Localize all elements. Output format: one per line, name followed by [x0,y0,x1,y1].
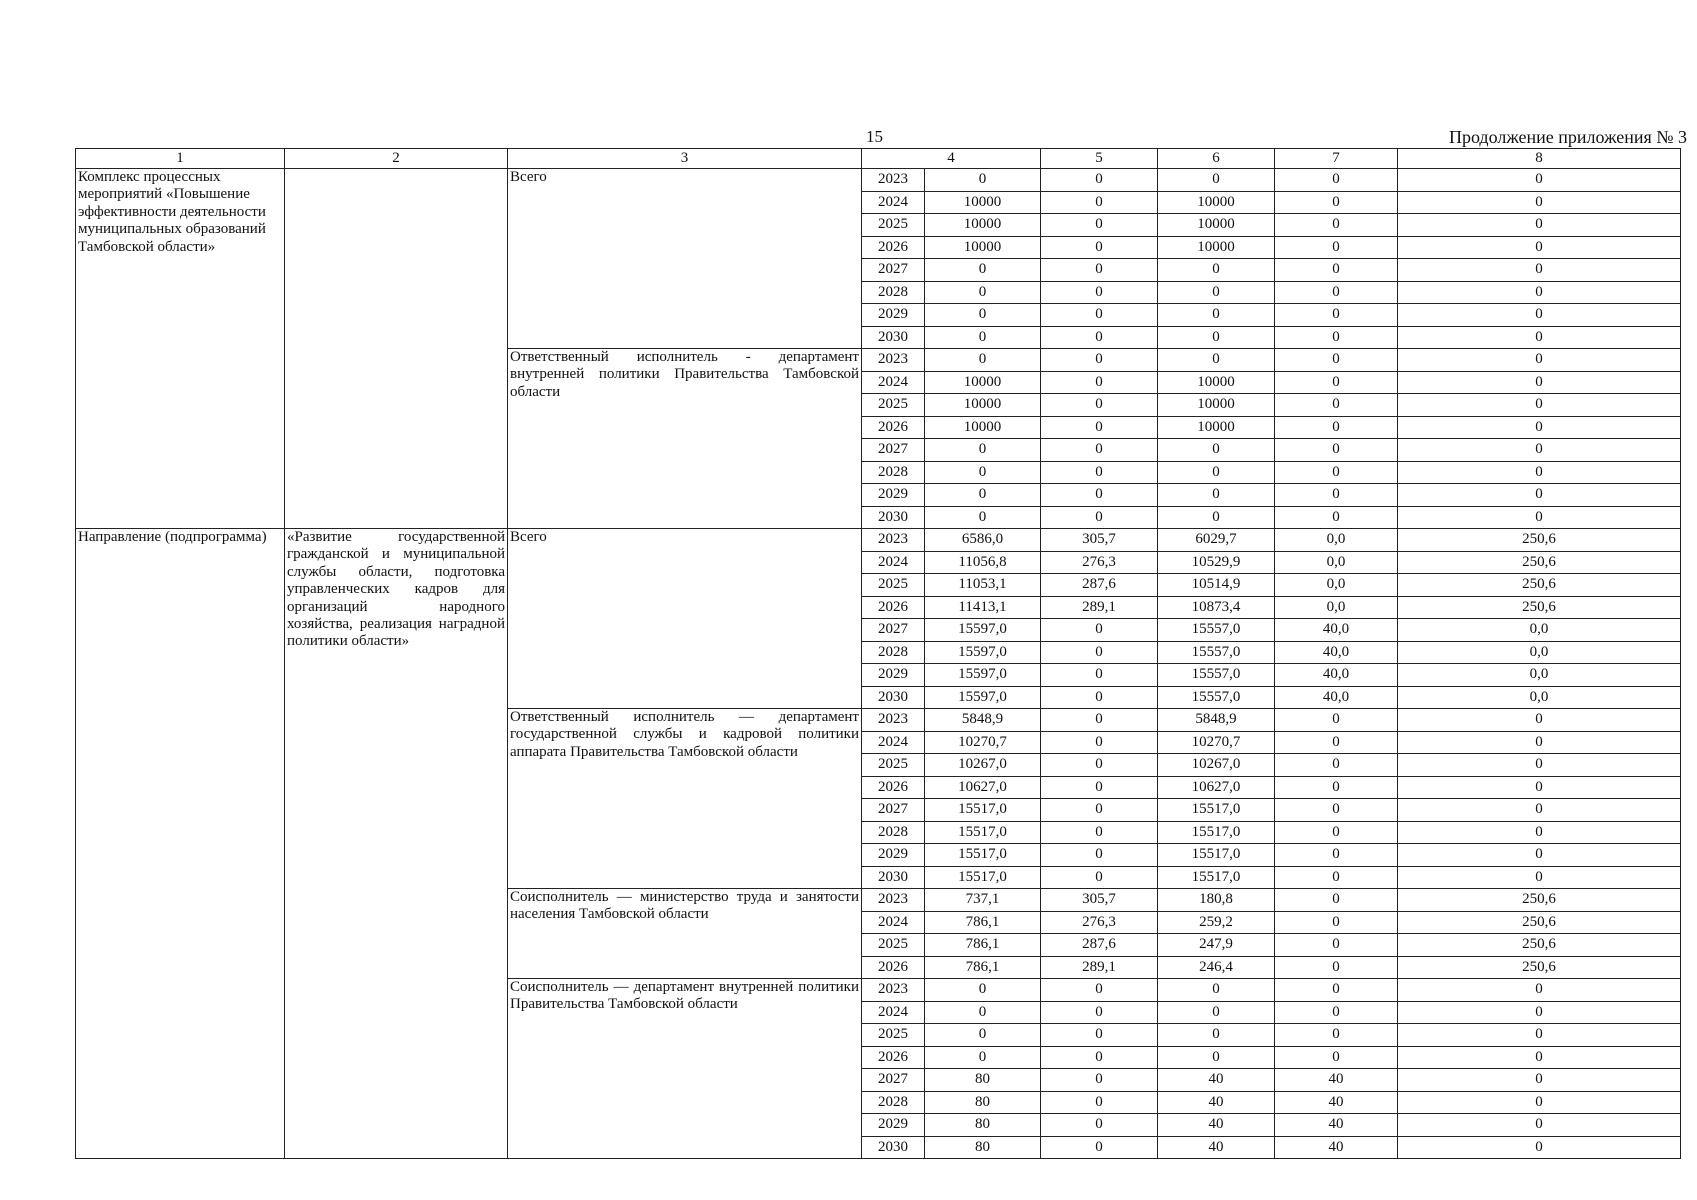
amount-cell: 0 [1275,304,1398,327]
amount-cell: 40,0 [1275,641,1398,664]
amount-cell: 0 [1041,1069,1158,1092]
amount-cell: 0 [1398,304,1681,327]
amount-cell: 0 [1398,281,1681,304]
amount-cell: 0 [1041,371,1158,394]
amount-cell: 0 [1158,326,1275,349]
amount-cell: 0 [1398,349,1681,372]
amount-cell: 40 [1275,1114,1398,1137]
amount-cell: 0 [1041,416,1158,439]
amount-cell: 0 [1275,461,1398,484]
amount-cell: 287,6 [1041,934,1158,957]
amount-cell: 0 [1041,619,1158,642]
executor-label: Ответственный исполнитель — департамент государственной службы и кадровой политики аппарата Правительства Тамбовской области [508,709,862,889]
year-cell: 2024 [862,1001,925,1024]
year-cell: 2023 [862,979,925,1002]
amount-cell: 0 [1398,439,1681,462]
amount-cell: 80 [925,1091,1041,1114]
amount-cell: 15517,0 [925,799,1041,822]
amount-cell: 10267,0 [1158,754,1275,777]
year-cell: 2023 [862,889,925,912]
amount-cell: 0 [1158,461,1275,484]
year-cell: 2026 [862,1046,925,1069]
amount-cell: 10000 [925,191,1041,214]
amount-cell: 0 [1398,754,1681,777]
amount-cell: 0 [1275,821,1398,844]
amount-cell: 0 [1041,821,1158,844]
amount-cell: 0 [1398,371,1681,394]
year-cell: 2030 [862,1136,925,1159]
amount-cell: 786,1 [925,956,1041,979]
amount-cell: 0 [1275,349,1398,372]
amount-cell: 0 [1398,214,1681,237]
amount-cell: 0 [1041,776,1158,799]
amount-cell: 15517,0 [925,866,1041,889]
year-cell: 2025 [862,1024,925,1047]
amount-cell: 0 [1398,236,1681,259]
amount-cell: 0,0 [1275,596,1398,619]
amount-cell: 250,6 [1398,934,1681,957]
year-cell: 2030 [862,686,925,709]
amount-cell: 0 [1398,259,1681,282]
amount-cell: 0 [1398,1001,1681,1024]
amount-cell: 276,3 [1041,551,1158,574]
amount-cell: 10000 [925,416,1041,439]
year-cell: 2030 [862,866,925,889]
amount-cell: 0 [1398,326,1681,349]
amount-cell: 10000 [925,371,1041,394]
amount-cell: 0 [1398,461,1681,484]
year-cell: 2025 [862,934,925,957]
col-header-4: 4 [862,149,1041,169]
amount-cell: 0 [1275,799,1398,822]
amount-cell: 0 [1275,754,1398,777]
amount-cell: 0 [1041,259,1158,282]
amount-cell: 0 [1275,1001,1398,1024]
amount-cell: 10000 [1158,214,1275,237]
col-header-6: 6 [1158,149,1275,169]
amount-cell: 0,0 [1398,686,1681,709]
year-cell: 2023 [862,529,925,552]
amount-cell: 10627,0 [925,776,1041,799]
executor-label: Соисполнитель — министерство труда и занятости населения Тамбовской области [508,889,862,979]
year-cell: 2024 [862,191,925,214]
amount-cell: 40 [1158,1091,1275,1114]
amount-cell: 0 [925,484,1041,507]
year-cell: 2029 [862,1114,925,1137]
amount-cell: 0 [1398,731,1681,754]
amount-cell: 305,7 [1041,889,1158,912]
amount-cell: 0 [925,461,1041,484]
amount-cell: 0 [1398,1136,1681,1159]
year-cell: 2030 [862,506,925,529]
amount-cell: 0 [925,349,1041,372]
amount-cell: 40 [1275,1069,1398,1092]
amount-cell: 10000 [1158,236,1275,259]
amount-cell: 0 [1275,439,1398,462]
amount-cell: 0 [1041,1114,1158,1137]
amount-cell: 0 [1275,191,1398,214]
amount-cell: 0 [1275,956,1398,979]
amount-cell: 289,1 [1041,596,1158,619]
year-cell: 2023 [862,709,925,732]
amount-cell: 250,6 [1398,596,1681,619]
amount-cell: 0 [1275,934,1398,957]
year-cell: 2027 [862,259,925,282]
year-cell: 2025 [862,214,925,237]
amount-cell: 0 [925,326,1041,349]
executor-label: Всего [508,169,862,349]
page-number: 15 [866,127,883,146]
year-cell: 2028 [862,821,925,844]
amount-cell: 0 [1041,326,1158,349]
year-cell: 2023 [862,349,925,372]
amount-cell: 10000 [925,214,1041,237]
amount-cell: 6586,0 [925,529,1041,552]
amount-cell: 0 [1041,169,1158,192]
amount-cell: 0 [1158,259,1275,282]
amount-cell: 250,6 [1398,956,1681,979]
year-cell: 2024 [862,911,925,934]
amount-cell: 11413,1 [925,596,1041,619]
amount-cell: 0 [1275,1046,1398,1069]
table-row [76,169,1681,192]
amount-cell: 0 [1398,799,1681,822]
year-cell: 2029 [862,844,925,867]
amount-cell: 15597,0 [925,664,1041,687]
amount-cell: 0 [1398,866,1681,889]
amount-cell: 0 [1275,236,1398,259]
amount-cell: 250,6 [1398,551,1681,574]
year-cell: 2030 [862,326,925,349]
amount-cell: 0 [1398,776,1681,799]
amount-cell: 0 [1041,1001,1158,1024]
amount-cell: 0 [1275,911,1398,934]
year-cell: 2028 [862,461,925,484]
section-description [285,169,508,529]
amount-cell: 10000 [925,236,1041,259]
executor-label: Ответственный исполнитель - департамент внутренней политики Правительства Тамбовской области [508,349,862,529]
amount-cell: 0 [1275,866,1398,889]
amount-cell: 305,7 [1041,529,1158,552]
amount-cell: 0 [1158,506,1275,529]
amount-cell: 0 [1041,979,1158,1002]
amount-cell: 0 [1041,1024,1158,1047]
amount-cell: 0 [1398,709,1681,732]
year-cell: 2025 [862,754,925,777]
budget-table [75,148,1681,1159]
amount-cell: 0 [1041,641,1158,664]
amount-cell: 0 [1041,191,1158,214]
amount-cell: 0 [1041,754,1158,777]
amount-cell: 0 [1041,439,1158,462]
table-body [76,169,1681,1159]
year-cell: 2027 [862,439,925,462]
amount-cell: 10000 [1158,191,1275,214]
year-cell: 2026 [862,956,925,979]
year-cell: 2024 [862,371,925,394]
amount-cell: 0 [925,169,1041,192]
continuation-label: Продолжение приложения № 3 [1448,127,1687,147]
amount-cell: 80 [925,1069,1041,1092]
amount-cell: 250,6 [1398,911,1681,934]
year-cell: 2027 [862,619,925,642]
amount-cell: 0 [1398,1024,1681,1047]
amount-cell: 80 [925,1114,1041,1137]
amount-cell: 40 [1275,1091,1398,1114]
amount-cell: 0,0 [1398,641,1681,664]
amount-cell: 0 [1158,281,1275,304]
amount-cell: 15557,0 [1158,641,1275,664]
amount-cell: 250,6 [1398,889,1681,912]
amount-cell: 15517,0 [1158,844,1275,867]
amount-cell: 0 [1158,1001,1275,1024]
amount-cell: 5848,9 [1158,709,1275,732]
amount-cell: 0 [1398,506,1681,529]
amount-cell: 0 [1158,349,1275,372]
year-cell: 2026 [862,416,925,439]
year-cell: 2029 [862,484,925,507]
amount-cell: 0 [1275,394,1398,417]
amount-cell: 0 [1158,439,1275,462]
amount-cell: 10000 [1158,394,1275,417]
amount-cell: 0 [1158,304,1275,327]
amount-cell: 0 [1398,416,1681,439]
amount-cell: 15597,0 [925,619,1041,642]
amount-cell: 0 [1158,1024,1275,1047]
amount-cell: 5848,9 [925,709,1041,732]
amount-cell: 0 [925,1046,1041,1069]
amount-cell: 15517,0 [1158,821,1275,844]
year-cell: 2025 [862,574,925,597]
year-cell: 2024 [862,731,925,754]
amount-cell: 0 [1041,866,1158,889]
year-cell: 2029 [862,664,925,687]
amount-cell: 0 [1275,731,1398,754]
amount-cell: 15517,0 [1158,799,1275,822]
amount-cell: 0,0 [1398,664,1681,687]
year-cell: 2026 [862,236,925,259]
amount-cell: 0 [925,304,1041,327]
amount-cell: 0 [1041,664,1158,687]
amount-cell: 786,1 [925,934,1041,957]
col-header-7: 7 [1275,149,1398,169]
amount-cell: 10000 [1158,416,1275,439]
amount-cell: 0 [925,439,1041,462]
amount-cell: 10267,0 [925,754,1041,777]
amount-cell: 0 [1041,484,1158,507]
year-cell: 2026 [862,776,925,799]
amount-cell: 0 [1041,709,1158,732]
amount-cell: 250,6 [1398,574,1681,597]
amount-cell: 0 [1041,1046,1158,1069]
col-header-1: 1 [76,149,285,169]
amount-cell: 247,9 [1158,934,1275,957]
col-header-5: 5 [1041,149,1158,169]
amount-cell: 0 [1275,259,1398,282]
amount-cell: 40,0 [1275,619,1398,642]
amount-cell: 10000 [1158,371,1275,394]
col-header-2: 2 [285,149,508,169]
amount-cell: 0 [1041,1091,1158,1114]
amount-cell: 287,6 [1041,574,1158,597]
amount-cell: 0,0 [1275,551,1398,574]
amount-cell: 0 [1041,731,1158,754]
amount-cell: 0 [1275,506,1398,529]
amount-cell: 0 [1275,1024,1398,1047]
executor-label: Всего [508,529,862,709]
amount-cell: 0 [925,979,1041,1002]
amount-cell: 0 [1041,686,1158,709]
amount-cell: 10627,0 [1158,776,1275,799]
amount-cell: 15517,0 [925,844,1041,867]
amount-cell: 0 [1398,1091,1681,1114]
amount-cell: 0 [1041,236,1158,259]
amount-cell: 15557,0 [1158,686,1275,709]
year-cell: 2028 [862,281,925,304]
amount-cell: 0,0 [1398,619,1681,642]
amount-cell: 0 [1041,506,1158,529]
amount-cell: 10529,9 [1158,551,1275,574]
year-cell: 2027 [862,1069,925,1092]
amount-cell: 10873,4 [1158,596,1275,619]
amount-cell: 6029,7 [1158,529,1275,552]
header-row [76,149,1681,169]
amount-cell: 250,6 [1398,529,1681,552]
amount-cell: 0 [1398,191,1681,214]
col-header-3: 3 [508,149,862,169]
year-cell: 2029 [862,304,925,327]
amount-cell: 0 [1041,1136,1158,1159]
amount-cell: 0 [1398,394,1681,417]
amount-cell: 0 [1275,416,1398,439]
amount-cell: 40 [1158,1069,1275,1092]
amount-cell: 0 [1275,889,1398,912]
amount-cell: 0 [925,1024,1041,1047]
amount-cell: 0 [1398,979,1681,1002]
amount-cell: 0 [1398,1114,1681,1137]
amount-cell: 11053,1 [925,574,1041,597]
amount-cell: 0 [1041,281,1158,304]
amount-cell: 0 [1398,821,1681,844]
amount-cell: 0 [925,1001,1041,1024]
amount-cell: 0 [1041,349,1158,372]
amount-cell: 0 [1041,461,1158,484]
amount-cell: 0 [1398,1069,1681,1092]
amount-cell: 15557,0 [1158,664,1275,687]
amount-cell: 15597,0 [925,641,1041,664]
col-header-8: 8 [1398,149,1681,169]
amount-cell: 0 [1398,844,1681,867]
amount-cell: 0 [1041,844,1158,867]
amount-cell: 0 [925,259,1041,282]
amount-cell: 0 [1275,979,1398,1002]
amount-cell: 0,0 [1275,529,1398,552]
amount-cell: 15597,0 [925,686,1041,709]
amount-cell: 15517,0 [1158,866,1275,889]
year-cell: 2024 [862,551,925,574]
amount-cell: 0,0 [1275,574,1398,597]
amount-cell: 0 [1398,484,1681,507]
amount-cell: 246,4 [1158,956,1275,979]
year-cell: 2026 [862,596,925,619]
amount-cell: 40,0 [1275,686,1398,709]
amount-cell: 0 [1275,776,1398,799]
table-row [76,529,1681,552]
amount-cell: 0 [1275,371,1398,394]
amount-cell: 0 [1158,484,1275,507]
amount-cell: 0 [1041,394,1158,417]
amount-cell: 40,0 [1275,664,1398,687]
amount-cell: 0 [1041,304,1158,327]
section-description: «Развитие государственной гражданской и муниципальной службы области, подготовка управленческих кадров для организаций народного хозяйства, реализация наградной политики области» [285,529,508,1159]
amount-cell: 0 [1158,979,1275,1002]
amount-cell: 0 [1275,214,1398,237]
section-title: Направление (подпрограмма) [76,529,285,1159]
amount-cell: 15517,0 [925,821,1041,844]
amount-cell: 0 [925,281,1041,304]
year-cell: 2025 [862,394,925,417]
amount-cell: 10270,7 [1158,731,1275,754]
amount-cell: 0 [1275,709,1398,732]
amount-cell: 0 [1275,484,1398,507]
amount-cell: 289,1 [1041,956,1158,979]
amount-cell: 0 [1398,1046,1681,1069]
amount-cell: 15557,0 [1158,619,1275,642]
amount-cell: 0 [1158,169,1275,192]
amount-cell: 10514,9 [1158,574,1275,597]
amount-cell: 10000 [925,394,1041,417]
executor-label: Соисполнитель — департамент внутренней политики Правительства Тамбовской области [508,979,862,1159]
amount-cell: 737,1 [925,889,1041,912]
amount-cell: 0 [1158,1046,1275,1069]
amount-cell: 0 [1275,281,1398,304]
amount-cell: 40 [1158,1136,1275,1159]
amount-cell: 40 [1275,1136,1398,1159]
amount-cell: 40 [1158,1114,1275,1137]
amount-cell: 0 [1275,169,1398,192]
amount-cell: 0 [1398,169,1681,192]
amount-cell: 276,3 [1041,911,1158,934]
amount-cell: 0 [1275,844,1398,867]
amount-cell: 180,8 [1158,889,1275,912]
section-title: Комплекс процессных мероприятий «Повышение эффективности деятельности муниципальных образований Тамбовской области» [76,169,285,529]
amount-cell: 11056,8 [925,551,1041,574]
year-cell: 2027 [862,799,925,822]
amount-cell: 0 [1275,326,1398,349]
amount-cell: 0 [925,506,1041,529]
amount-cell: 786,1 [925,911,1041,934]
year-cell: 2028 [862,1091,925,1114]
amount-cell: 0 [1041,214,1158,237]
amount-cell: 259,2 [1158,911,1275,934]
amount-cell: 10270,7 [925,731,1041,754]
amount-cell: 80 [925,1136,1041,1159]
year-cell: 2028 [862,641,925,664]
year-cell: 2023 [862,169,925,192]
amount-cell: 0 [1041,799,1158,822]
